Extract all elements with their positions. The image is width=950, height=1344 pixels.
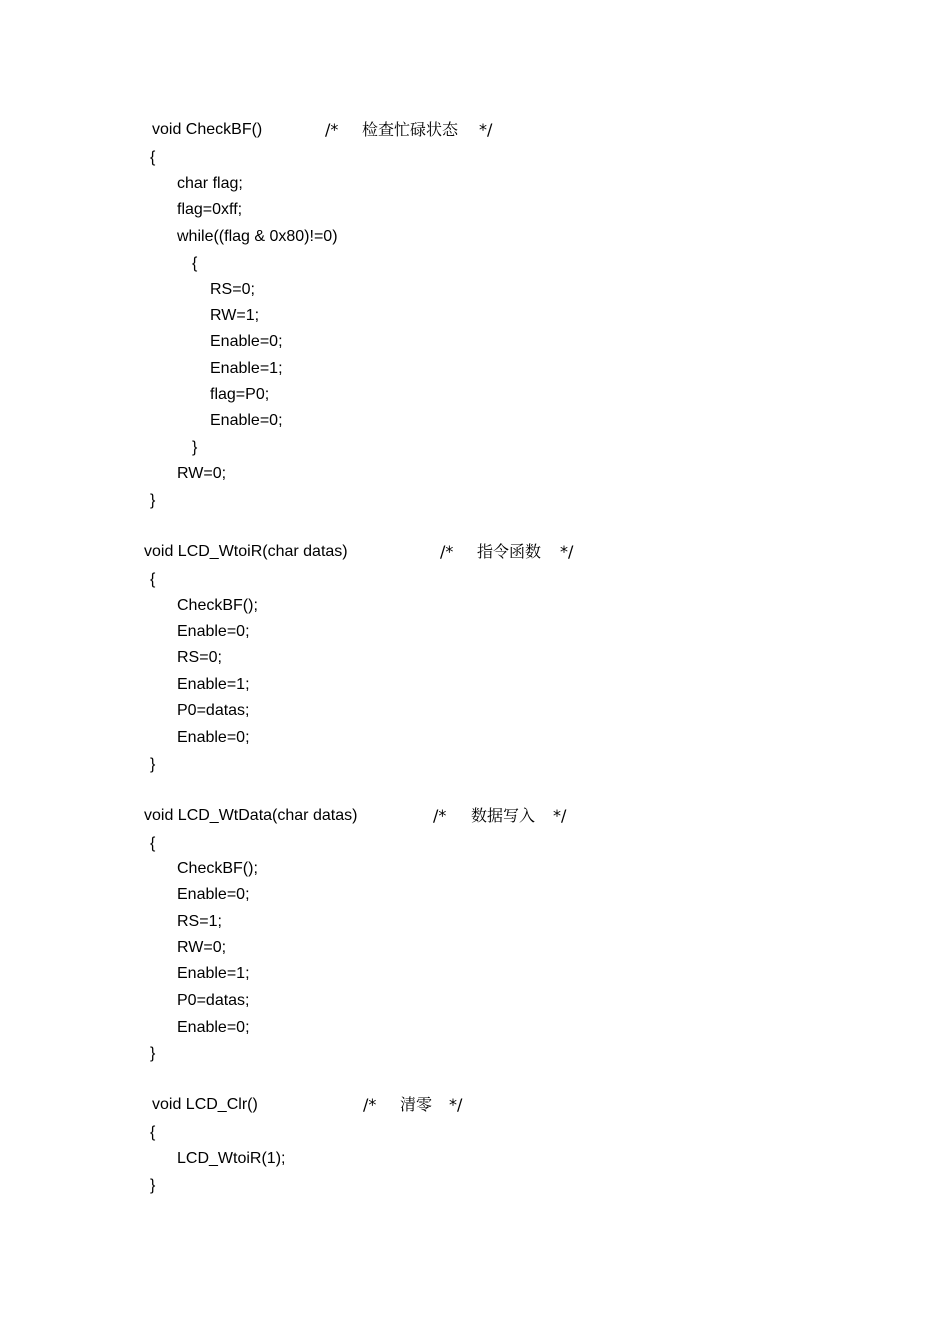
- code-line: while((flag & 0x80)!=0): [177, 228, 338, 245]
- comment-open: /*: [433, 806, 447, 825]
- comment-text: 指令函数: [477, 542, 542, 561]
- code-line: flag=0xff;: [177, 201, 243, 218]
- code-line: RS=1;: [177, 913, 222, 930]
- code-line: }: [192, 439, 198, 456]
- function-signature: void LCD_WtoiR(char datas): [144, 543, 348, 560]
- code-line: Enable=0;: [210, 333, 283, 350]
- code-line: Enable=1;: [177, 676, 250, 693]
- code-line: {: [192, 255, 198, 272]
- comment-close: */: [449, 1095, 463, 1114]
- code-line: Enable=0;: [177, 886, 250, 903]
- code-line: RS=0;: [210, 281, 255, 298]
- code-line: RW=0;: [177, 939, 227, 956]
- code-line: {: [150, 571, 156, 588]
- comment-open: /*: [363, 1095, 377, 1114]
- code-line: {: [150, 149, 156, 166]
- code-line: RW=1;: [210, 307, 260, 324]
- comment-close: */: [479, 120, 493, 139]
- code-line: char flag;: [177, 175, 243, 192]
- code-line: }: [150, 756, 156, 773]
- code-line: RS=0;: [177, 649, 222, 666]
- code-line: P0=datas;: [177, 992, 250, 1009]
- function-signature: void LCD_WtData(char datas): [144, 807, 358, 824]
- code-line: Enable=1;: [177, 965, 250, 982]
- code-line: LCD_WtoiR(1);: [177, 1150, 286, 1167]
- code-line: {: [150, 1124, 156, 1141]
- code-line: CheckBF();: [177, 860, 258, 877]
- code-line: Enable=0;: [177, 729, 250, 746]
- comment-text: 检查忙碌状态: [362, 120, 459, 139]
- code-line: Enable=0;: [177, 1019, 250, 1036]
- comment-open: /*: [440, 542, 454, 561]
- code-line: Enable=0;: [210, 412, 283, 429]
- comment-text: 数据写入: [471, 806, 536, 825]
- function-signature: void LCD_Clr(): [152, 1096, 258, 1113]
- code-line: }: [150, 1177, 156, 1194]
- code-line: CheckBF();: [177, 597, 258, 614]
- code-line: }: [150, 1045, 156, 1062]
- code-line: flag=P0;: [210, 386, 270, 403]
- comment-close: */: [560, 542, 574, 561]
- comment-open: /*: [325, 120, 339, 139]
- code-line: P0=datas;: [177, 702, 250, 719]
- code-line: {: [150, 835, 156, 852]
- code-line: RW=0;: [177, 465, 227, 482]
- comment-close: */: [553, 806, 567, 825]
- code-line: }: [150, 492, 156, 509]
- comment-text: 清零: [400, 1095, 433, 1114]
- function-signature: void CheckBF(): [152, 121, 263, 138]
- code-line: Enable=1;: [210, 360, 283, 377]
- code-line: Enable=0;: [177, 623, 250, 640]
